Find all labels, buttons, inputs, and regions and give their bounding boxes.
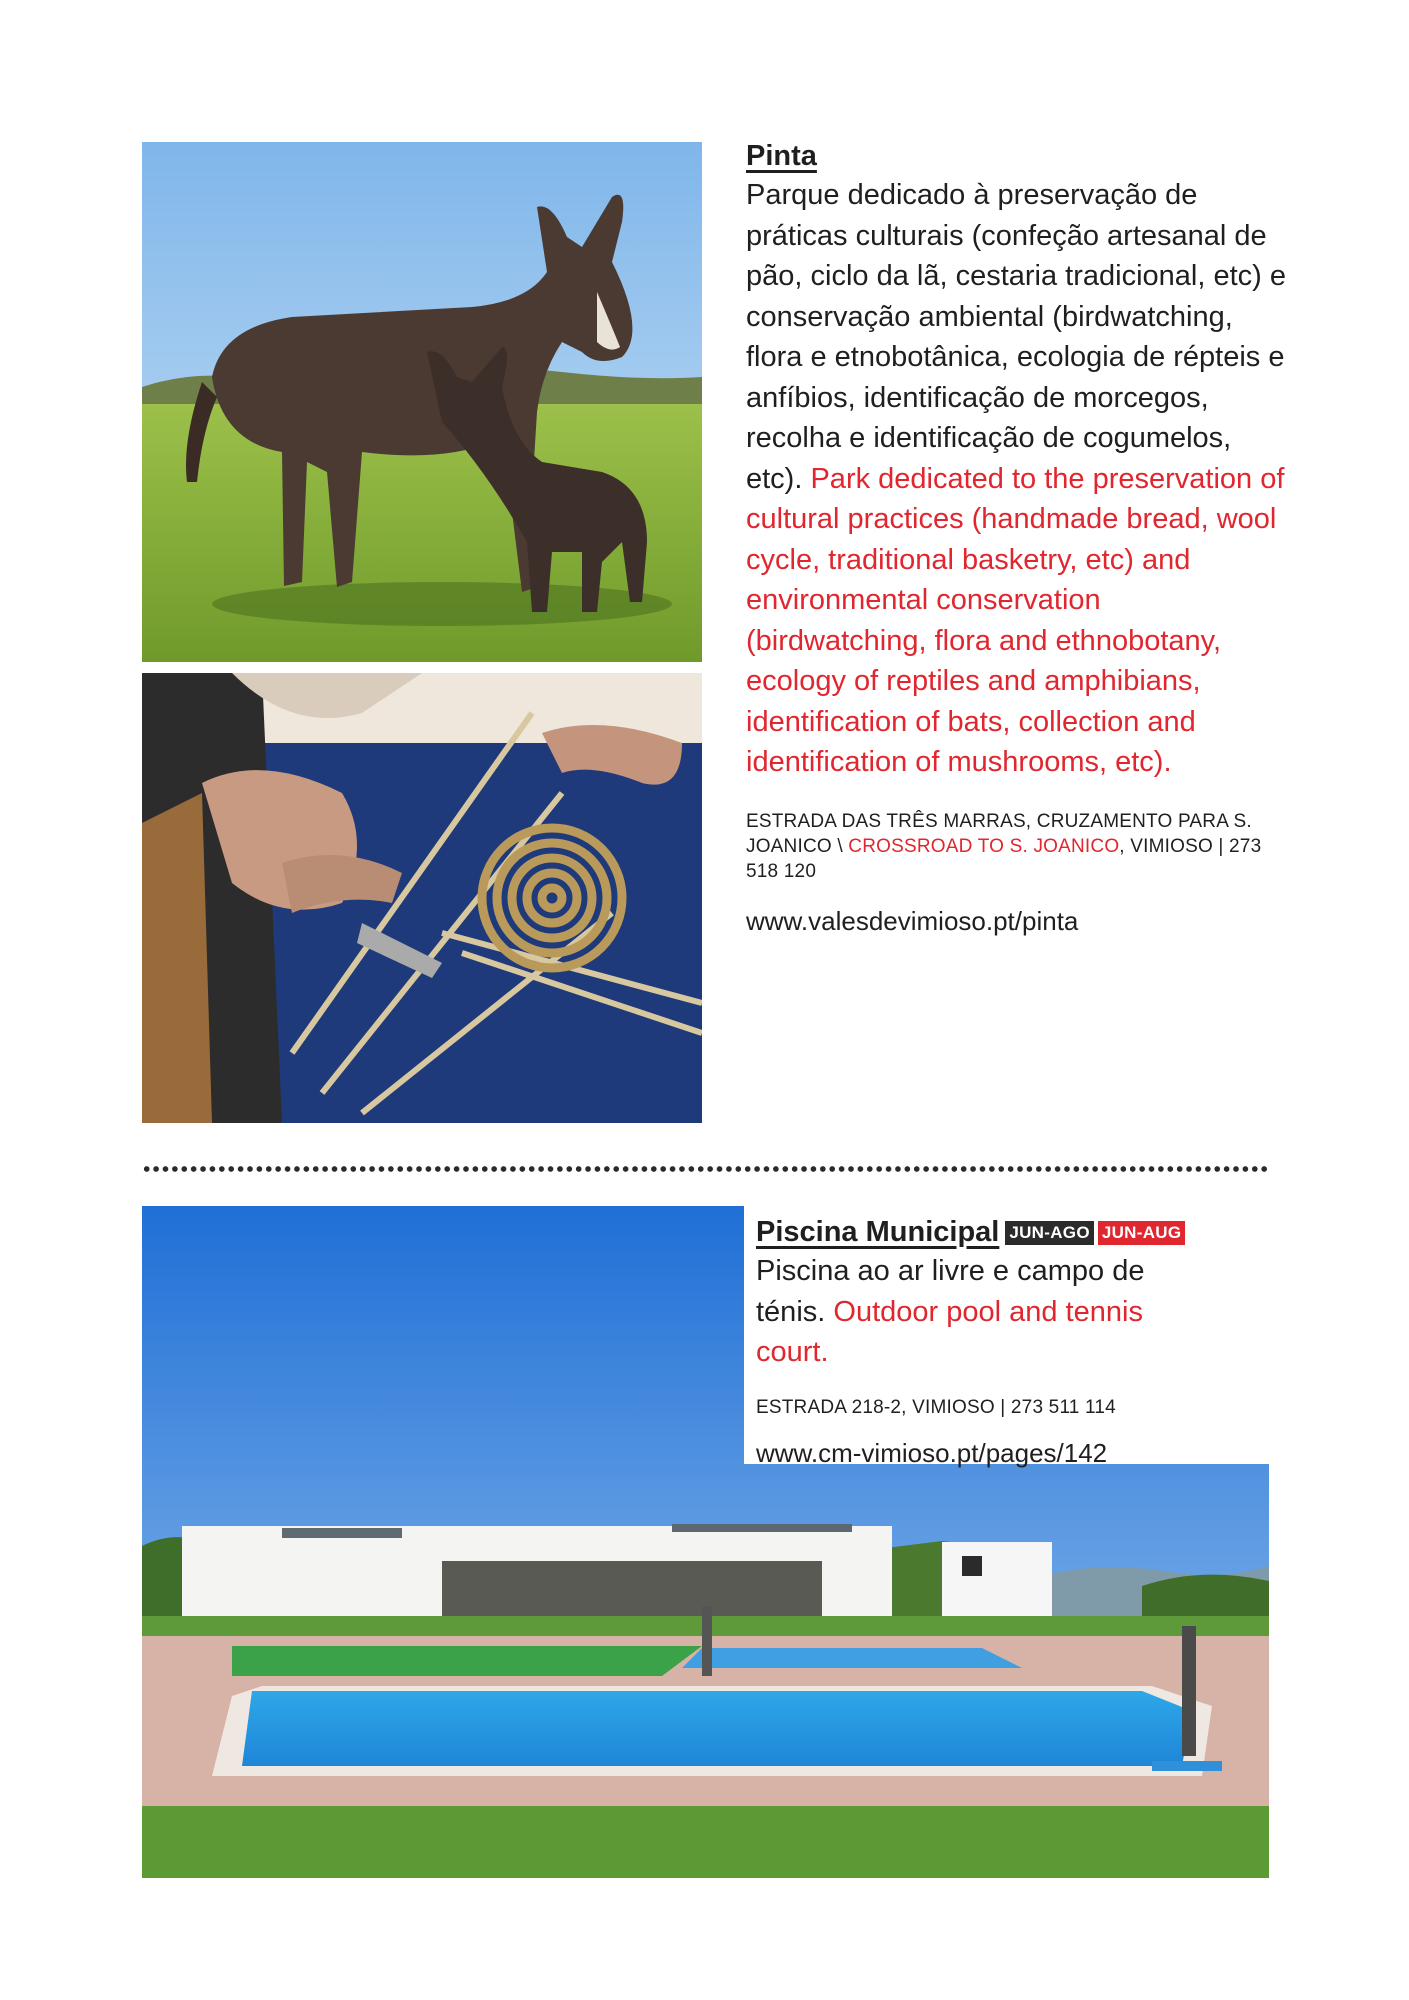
pinta-url[interactable]: www.valesdevimioso.pt/pinta xyxy=(746,905,1079,936)
piscina-title: Piscina Municipal xyxy=(756,1216,1000,1248)
dotted-separator xyxy=(142,1165,1269,1173)
pinta-address xyxy=(746,809,1286,884)
piscina-section xyxy=(744,1206,1269,1468)
pinta-address-pt: ESTRADA DAS TRÊS MARRAS, CRUZAMENTO PARA S. JOANICO \ xyxy=(746,810,1252,857)
piscina-url[interactable]: www.cm-vimioso.pt/pages/142 xyxy=(756,1437,1108,1468)
pinta-section xyxy=(746,140,1286,937)
season-badge-pt: JUN-AGO xyxy=(1005,1221,1094,1245)
pinta-description xyxy=(746,175,1286,783)
piscina-text-en: Outdoor pool and tennis court. xyxy=(756,1295,1143,1368)
pinta-title: Pinta xyxy=(746,140,817,172)
pinta-text-pt: Parque dedicado à preservação de práticas culturais (confeção artesanal de pão, ciclo da lã, cestaria tradicional, etc) e conservação ambiental (birdwatching, flora e etnobotânica, ecologia de répteis e anfíbios, identificação de morcegos, recolha e identificação de cogumelos, etc). xyxy=(746,179,1286,495)
pinta-text-en: Park dedicated to the preservation of cultural practices (handmade bread, wool cycle, traditional basketry, etc) and environmental conservation (birdwatching, flora and ethnobotany, ecology of reptiles and amphibians, identification of bats, collection and identification of mushrooms, etc). xyxy=(746,462,1285,778)
piscina-description xyxy=(756,1251,1196,1373)
piscina-address: ESTRADA 218-2, VIMIOSO | 273 511 114 xyxy=(756,1396,1116,1418)
piscina-text-pt: Piscina ao ar livre e campo de ténis. xyxy=(756,1255,1145,1328)
pinta-address-tail: , VIMIOSO | 273 518 120 xyxy=(746,835,1262,882)
season-badge-en: JUN-AUG xyxy=(1098,1221,1186,1245)
pinta-address-en: CROSSROAD TO S. JOANICO xyxy=(848,835,1120,857)
basketry-photo xyxy=(142,673,702,1123)
piscina-title-row xyxy=(756,1216,1269,1249)
donkeys-photo xyxy=(142,142,702,662)
